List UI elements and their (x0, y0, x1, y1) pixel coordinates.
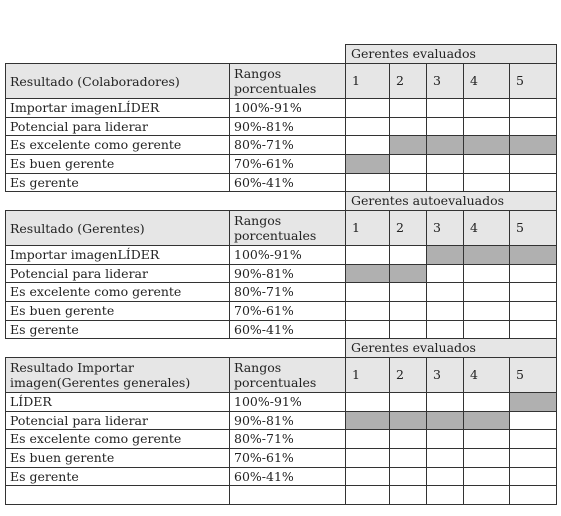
manager-column-header: 3 (427, 211, 464, 246)
row-range: 60%-41% (230, 174, 346, 192)
row-range: 90%-81% (230, 118, 346, 136)
empty-cell (390, 486, 427, 505)
row-label: Es excelente como gerente (6, 430, 230, 449)
table-row (6, 155, 557, 174)
row-range: 100%-91% (230, 393, 346, 412)
rating-cell (390, 321, 427, 339)
row-label: Es gerente (6, 321, 230, 339)
rating-cell-filled (427, 412, 464, 430)
manager-column-header: 5 (510, 211, 557, 246)
rating-cell (346, 468, 390, 486)
row-label: Es excelente como gerente (6, 136, 230, 155)
blank-cell (6, 45, 230, 64)
table-row (6, 430, 557, 449)
rating-cell (346, 321, 390, 339)
blank-cell (6, 339, 230, 358)
manager-column-header: 4 (464, 211, 510, 246)
rating-cell (390, 468, 427, 486)
rating-cell-filled (346, 412, 390, 430)
row-label: Importar imagenLÍDER (6, 246, 230, 265)
rating-cell-filled (427, 246, 464, 265)
rating-cell (510, 99, 557, 118)
rating-cell (510, 302, 557, 321)
table-row (6, 136, 557, 155)
empty-cell (346, 486, 390, 505)
row-label: Es gerente (6, 174, 230, 192)
row-range: 80%-71% (230, 136, 346, 155)
rating-cell (464, 321, 510, 339)
column-header-row (6, 64, 557, 99)
rating-cell (346, 136, 390, 155)
rating-cell (346, 393, 390, 412)
table-row (6, 246, 557, 265)
empty-cell (464, 486, 510, 505)
rating-cell (464, 265, 510, 283)
rating-cell (464, 449, 510, 468)
rating-cell-filled (464, 246, 510, 265)
table-row (6, 393, 557, 412)
rating-cell (427, 265, 464, 283)
row-range: 60%-41% (230, 468, 346, 486)
section-subheader: Gerentes evaluados (346, 339, 557, 358)
rating-cell-filled (346, 155, 390, 174)
row-range: 70%-61% (230, 155, 346, 174)
table-row (6, 118, 557, 136)
rating-cell (427, 393, 464, 412)
blank-cell (230, 339, 346, 358)
table-row (6, 412, 557, 430)
section-subheader: Gerentes autoevaluados (346, 192, 557, 211)
rating-cell (390, 393, 427, 412)
manager-column-header: 5 (510, 358, 557, 393)
rating-cell-filled (390, 136, 427, 155)
rating-cell-filled (464, 412, 510, 430)
rating-cell (427, 468, 464, 486)
result-header: Resultado (Gerentes) (6, 211, 230, 246)
rating-cell (427, 99, 464, 118)
rating-cell (390, 449, 427, 468)
row-range: 60%-41% (230, 321, 346, 339)
manager-column-header: 4 (464, 64, 510, 99)
blank-cell (6, 192, 230, 211)
rating-cell (390, 118, 427, 136)
table-row (6, 302, 557, 321)
rating-cell-filled (427, 136, 464, 155)
row-range: 70%-61% (230, 449, 346, 468)
rating-cell (390, 430, 427, 449)
rating-cell (464, 302, 510, 321)
rating-cell (510, 430, 557, 449)
rating-cell (346, 430, 390, 449)
rating-cell (427, 174, 464, 192)
rating-cell (390, 99, 427, 118)
row-range: 100%-91% (230, 246, 346, 265)
row-range: 90%-81% (230, 265, 346, 283)
rating-cell (510, 283, 557, 302)
row-label: Es gerente (6, 468, 230, 486)
rating-cell (510, 412, 557, 430)
table-row (6, 99, 557, 118)
manager-column-header: 1 (346, 211, 390, 246)
section-subheader: Gerentes evaluados (346, 45, 557, 64)
rating-cell (464, 118, 510, 136)
rating-cell (346, 302, 390, 321)
manager-column-header: 1 (346, 64, 390, 99)
rating-cell-filled (510, 393, 557, 412)
range-header: Rangos porcentuales (230, 64, 346, 99)
manager-column-header: 2 (390, 358, 427, 393)
rating-cell (427, 155, 464, 174)
rating-cell (390, 174, 427, 192)
rating-cell (464, 430, 510, 449)
rating-cell-filled (510, 246, 557, 265)
manager-column-header: 2 (390, 64, 427, 99)
result-header: Resultado Importar imagen(Gerentes generales) (6, 358, 230, 393)
rating-cell-filled (510, 136, 557, 155)
rating-cell (464, 283, 510, 302)
rating-cell (346, 283, 390, 302)
rating-cell (510, 174, 557, 192)
row-range: 80%-71% (230, 430, 346, 449)
rating-cell (390, 302, 427, 321)
rating-cell (464, 155, 510, 174)
rating-cell (464, 468, 510, 486)
row-range: 100%-91% (230, 99, 346, 118)
rating-cell (346, 246, 390, 265)
table-row (6, 174, 557, 192)
row-label: LÍDER (6, 393, 230, 412)
rating-cell (464, 174, 510, 192)
row-range: 70%-61% (230, 302, 346, 321)
table-row (6, 449, 557, 468)
rating-cell (510, 321, 557, 339)
rating-cell (346, 449, 390, 468)
blank-cell (230, 192, 346, 211)
empty-row (6, 486, 557, 505)
rating-cell (427, 430, 464, 449)
row-label: Potencial para liderar (6, 412, 230, 430)
manager-column-header: 3 (427, 358, 464, 393)
rating-cell (427, 449, 464, 468)
row-label: Es buen gerente (6, 449, 230, 468)
rating-cell (346, 118, 390, 136)
rating-cell (427, 302, 464, 321)
range-header: Rangos porcentuales (230, 358, 346, 393)
table-row (6, 468, 557, 486)
manager-column-header: 3 (427, 64, 464, 99)
section-subheader-row (6, 45, 557, 64)
rating-cell-filled (346, 265, 390, 283)
row-label: Es buen gerente (6, 302, 230, 321)
empty-cell (427, 486, 464, 505)
rating-cell (427, 283, 464, 302)
rating-cell (427, 321, 464, 339)
rating-cell-filled (464, 136, 510, 155)
leadership-evaluation-table (5, 44, 557, 505)
rating-cell-filled (390, 412, 427, 430)
row-label: Es excelente como gerente (6, 283, 230, 302)
row-range: 90%-81% (230, 412, 346, 430)
manager-column-header: 1 (346, 358, 390, 393)
section-subheader-row (6, 192, 557, 211)
rating-cell (346, 99, 390, 118)
empty-cell (230, 486, 346, 505)
rating-cell (510, 468, 557, 486)
manager-column-header: 2 (390, 211, 427, 246)
manager-column-header: 4 (464, 358, 510, 393)
table-row (6, 321, 557, 339)
rating-cell (464, 393, 510, 412)
column-header-row (6, 358, 557, 393)
row-label: Potencial para liderar (6, 118, 230, 136)
rating-cell-filled (390, 265, 427, 283)
rating-cell (510, 449, 557, 468)
table-row (6, 283, 557, 302)
manager-column-header: 5 (510, 64, 557, 99)
empty-cell (510, 486, 557, 505)
section-subheader-row (6, 339, 557, 358)
rating-cell (464, 99, 510, 118)
rating-cell (427, 118, 464, 136)
table-row (6, 265, 557, 283)
rating-cell (346, 174, 390, 192)
row-range: 80%-71% (230, 283, 346, 302)
result-header: Resultado (Colaboradores) (6, 64, 230, 99)
range-header: Rangos porcentuales (230, 211, 346, 246)
row-label: Es buen gerente (6, 155, 230, 174)
rating-cell (390, 283, 427, 302)
blank-cell (230, 45, 346, 64)
rating-cell (510, 155, 557, 174)
row-label: Importar imagenLÍDER (6, 99, 230, 118)
rating-cell (510, 265, 557, 283)
rating-cell (390, 246, 427, 265)
rating-cell (510, 118, 557, 136)
rating-cell (390, 155, 427, 174)
empty-cell (6, 486, 230, 505)
column-header-row (6, 211, 557, 246)
row-label: Potencial para liderar (6, 265, 230, 283)
